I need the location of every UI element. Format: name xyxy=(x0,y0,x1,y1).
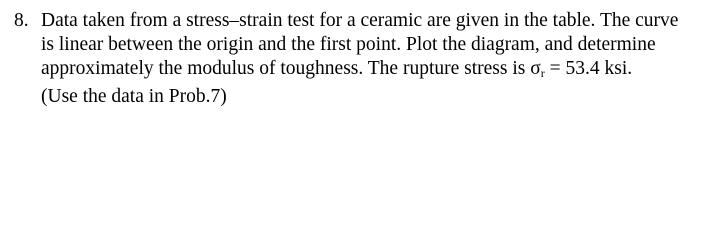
sigma-subscript: r xyxy=(540,66,545,80)
problem-line-3 xyxy=(14,57,704,85)
problem-text-line-1: Data taken from a stress–strain test for a ceramic are given in the table. The curve xyxy=(41,10,679,31)
problem-line-4 xyxy=(14,85,704,109)
problem-text-line-3: approximately the modulus of toughness. The rupture stress is σ xyxy=(41,58,541,79)
problem-line-1 xyxy=(14,9,704,33)
rupture-stress-value: = 53.4 ksi. xyxy=(544,58,633,79)
problem-text-line-4: (Use the data in Prob.7) xyxy=(41,86,227,107)
problem-text-line-2: is linear between the origin and the first point. Plot the diagram, and determine xyxy=(41,34,656,55)
problem-line-2 xyxy=(14,33,704,57)
problem-number: 8. xyxy=(14,10,29,31)
problem-statement xyxy=(14,9,704,109)
